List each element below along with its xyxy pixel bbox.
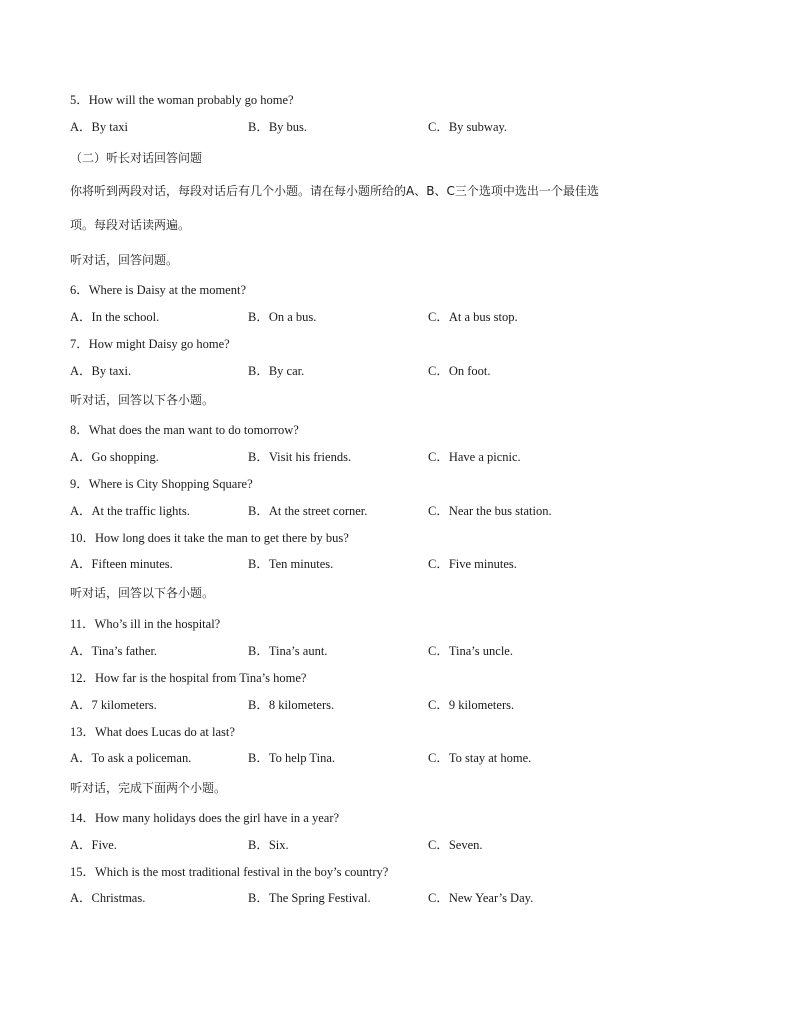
question-6-options xyxy=(70,309,730,325)
group-label-4: 听对话，完成下面两个小题。 xyxy=(70,781,227,795)
option-a: A．By taxi xyxy=(70,120,128,134)
option-b: B．8 kilometers. xyxy=(248,698,335,712)
question-10-options xyxy=(70,556,730,572)
question-14-options xyxy=(70,837,730,853)
option-a: A．Tina’s father. xyxy=(70,644,158,658)
option-a: A．Fifteen minutes. xyxy=(70,557,173,571)
option-b: B．Visit his friends. xyxy=(248,450,352,464)
option-b: B．By bus. xyxy=(248,120,308,134)
question-13-options xyxy=(70,750,730,766)
option-c: C．To stay at home. xyxy=(428,751,532,765)
option-b: B．To help Tina. xyxy=(248,751,335,765)
option-b: B．Six. xyxy=(248,838,289,852)
option-c: C．Five minutes. xyxy=(428,557,517,571)
option-a: A．Christmas. xyxy=(70,891,146,905)
option-b: B．On a bus. xyxy=(248,310,317,324)
option-b: B．Tina’s aunt. xyxy=(248,644,328,658)
question-5-options xyxy=(70,119,730,135)
option-b: B．The Spring Festival. xyxy=(248,891,371,905)
option-b: B．Ten minutes. xyxy=(248,557,334,571)
question-15: 15．Which is the most traditional festival in the boy’s country? xyxy=(70,865,389,879)
question-10: 10．How long does it take the man to get there by bus? xyxy=(70,531,349,545)
option-b: B．At the street corner. xyxy=(248,504,368,518)
option-a: A．Five. xyxy=(70,838,117,852)
option-c: C．Have a picnic. xyxy=(428,450,521,464)
option-a: A．Go shopping. xyxy=(70,450,159,464)
instruction-line-2: 项。每段对话读两遍。 xyxy=(70,218,191,232)
option-c: C．Seven. xyxy=(428,838,483,852)
question-8-options xyxy=(70,449,730,465)
option-a: A．At the traffic lights. xyxy=(70,504,190,518)
group-label-1: 听对话，回答问题。 xyxy=(70,253,179,267)
option-c: C．New Year’s Day. xyxy=(428,891,534,905)
option-a: A．7 kilometers. xyxy=(70,698,157,712)
question-13: 13．What does Lucas do at last? xyxy=(70,725,235,739)
group-label-2: 听对话，回答以下各小题。 xyxy=(70,393,215,407)
option-c: C．At a bus stop. xyxy=(428,310,518,324)
section-title: （二）听长对话回答问题 xyxy=(70,151,203,165)
option-c: C．Near the bus station. xyxy=(428,504,552,518)
question-8: 8．What does the man want to do tomorrow? xyxy=(70,423,299,437)
option-c: C．9 kilometers. xyxy=(428,698,515,712)
question-7-options xyxy=(70,363,730,379)
question-12-options xyxy=(70,697,730,713)
option-c: C．Tina’s uncle. xyxy=(428,644,513,658)
question-11: 11．Who’s ill in the hospital? xyxy=(70,617,221,631)
question-5: 5．How will the woman probably go home? xyxy=(70,93,294,107)
option-a: A．In the school. xyxy=(70,310,160,324)
option-c: C．On foot. xyxy=(428,364,491,378)
instruction-line-1: 你将听到两段对话，每段对话后有几个小题。请在每小题所给的A、B、C三个选项中选出一个最佳选 xyxy=(70,184,599,198)
question-6: 6．Where is Daisy at the moment? xyxy=(70,283,246,297)
option-c: C．By subway. xyxy=(428,120,508,134)
question-14: 14．How many holidays does the girl have in a year? xyxy=(70,811,340,825)
group-label-3: 听对话，回答以下各小题。 xyxy=(70,586,215,600)
option-a: A．To ask a policeman. xyxy=(70,751,192,765)
question-12: 12．How far is the hospital from Tina’s home? xyxy=(70,671,307,685)
option-b: B．By car. xyxy=(248,364,305,378)
question-11-options xyxy=(70,643,730,659)
question-15-options xyxy=(70,890,730,906)
question-9: 9．Where is City Shopping Square? xyxy=(70,477,253,491)
option-a: A．By taxi. xyxy=(70,364,132,378)
question-7: 7．How might Daisy go home? xyxy=(70,337,230,351)
question-9-options xyxy=(70,503,730,519)
